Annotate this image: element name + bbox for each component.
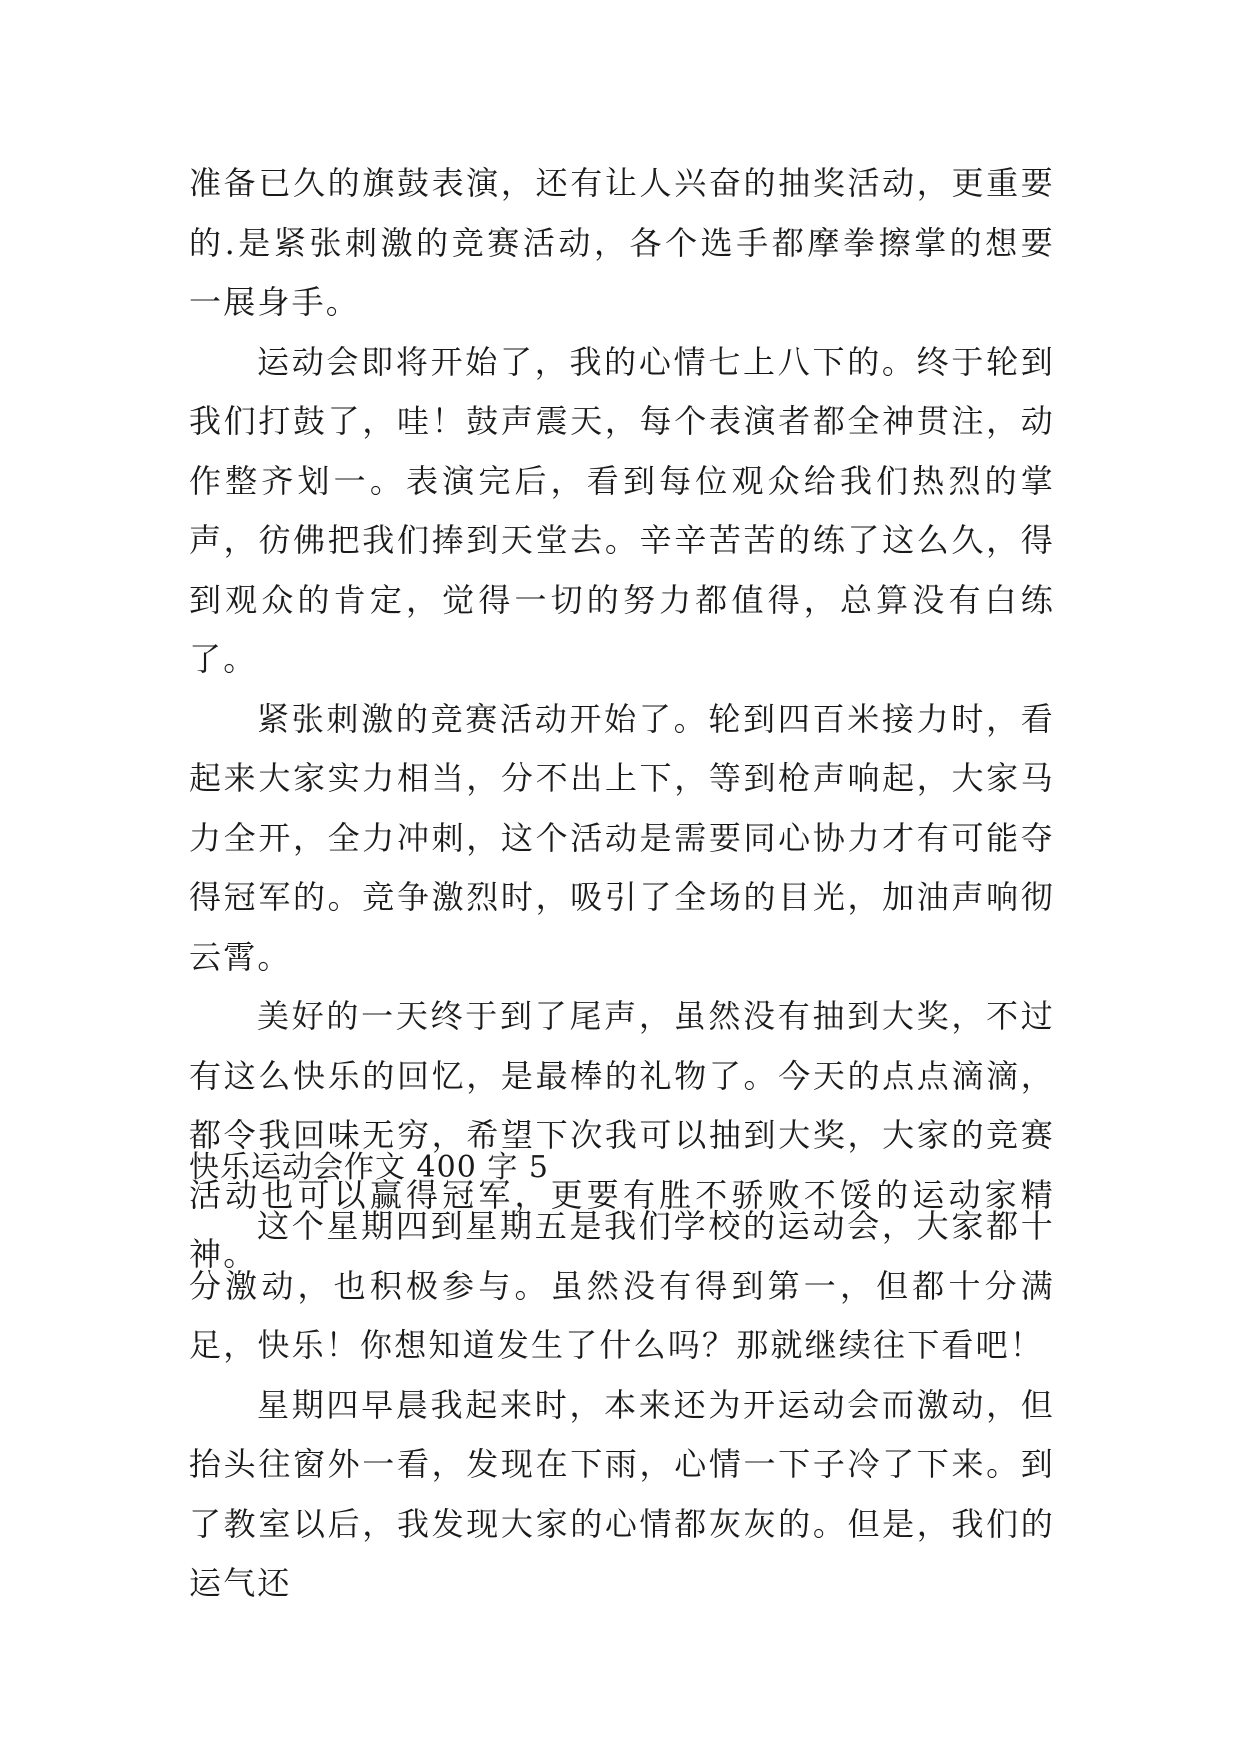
paragraph-drum-performance: 运动会即将开始了，我的心情七上八下的。终于轮到我们打鼓了，哇！鼓声震天，每个表演者都全神贯注，动作整齐划一。表演完后，看到每位观众给我们热烈的掌声，彷佛把我们捧到天堂去。辛辛苦苦的练了这么久，得到观众的肯定，觉得一切的努力都值得，总算没有白练了。 <box>189 342 1055 678</box>
section-heading: 快乐运动会作文 400 字 5 <box>189 1150 549 1185</box>
essay-body-section-1 <box>189 154 1055 1285</box>
paragraph-conclusion: 美好的一天终于到了尾声，虽然没有抽到大奖，不过有这么快乐的回忆，是最棒的礼物了。今天的点点滴滴，都令我回味无穷，希望下次我可以抽到大奖，大家的竞赛活动也可以赢得冠军，更要有胜不骄败不馁的运动家精神。 <box>189 997 1055 1273</box>
paragraph-relay-race: 紧张刺激的竞赛活动开始了。轮到四百米接力时，看起来大家实力相当，分不出上下，等到枪声响起，大家马力全开，全力冲刺，这个活动是需要同心协力才有可能夺得冠军的。竞争激烈时，吸引了全场的目光，加油声响彻云霄。 <box>189 699 1055 976</box>
paragraph-intro: 这个星期四到星期五是我们学校的运动会，大家都十分激动，也积极参与。虽然没有得到第一，但都十分满足，快乐！你想知道发生了什么吗？那就继续往下看吧！ <box>189 1207 1055 1364</box>
paragraph-thursday-morning: 星期四早晨我起来时，本来还为开运动会而激动，但抬头往窗外一看，发现在下雨，心情一下子冷了下来。到了教室以后，我发现大家的心情都灰灰的。但是，我们的运气还 <box>189 1385 1055 1602</box>
continued-paragraph: 准备已久的旗鼓表演，还有让人兴奋的抽奖活动，更重要的.是紧张刺激的竞赛活动，各个选手都摩拳擦掌的想要一展身手。 <box>189 164 1055 321</box>
essay-body-section-2 <box>189 1197 1055 1614</box>
